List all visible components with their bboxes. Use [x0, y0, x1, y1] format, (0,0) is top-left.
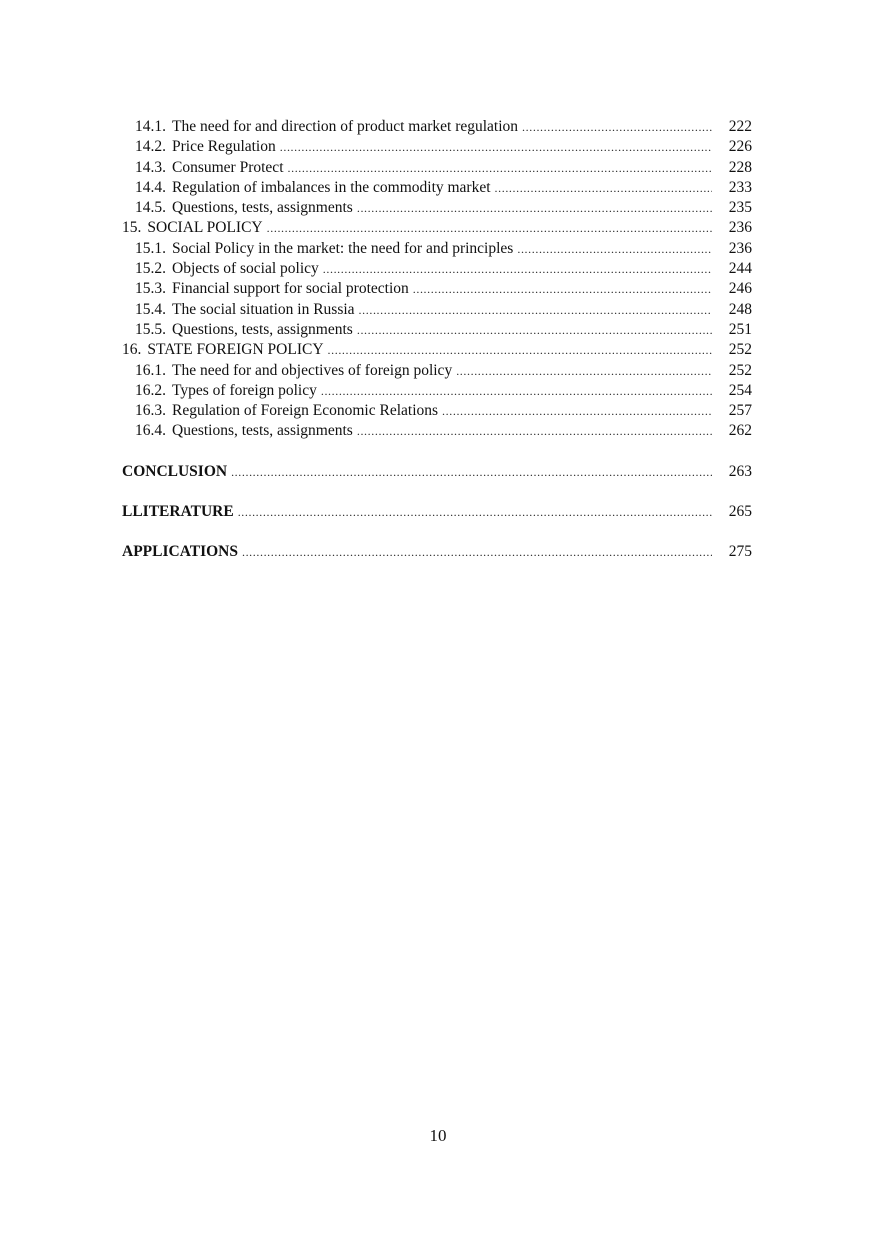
toc-entry-page: 265: [728, 503, 752, 521]
toc-entry-page: 236: [728, 239, 752, 257]
dot-leader: [357, 320, 712, 340]
toc-entry-page: 226: [728, 138, 752, 156]
toc-entry-page: 257: [728, 402, 752, 420]
toc-entry: [122, 320, 752, 340]
toc-entry-page: 233: [728, 178, 752, 196]
toc-entry-page: 222: [728, 118, 752, 135]
dot-leader: [357, 421, 712, 441]
toc-entry-page: 252: [728, 361, 752, 379]
toc-entry-title: Consumer Protect: [172, 158, 284, 176]
toc-entry-title: The social situation in Russia: [172, 300, 355, 318]
toc-chapter-entry: [122, 340, 752, 360]
toc-entry-page: 262: [728, 422, 752, 440]
toc-major-conclusion: [122, 462, 752, 482]
dot-leader: [359, 300, 712, 320]
dot-leader: [357, 198, 712, 218]
toc-entry: [122, 401, 752, 421]
toc-entry-number: 15.1.: [135, 239, 166, 257]
toc-entry-title: Social Policy in the market: the need for and principles: [172, 239, 514, 257]
toc-entry: [122, 158, 752, 178]
toc-entry-title: STATE FOREIGN POLICY: [147, 341, 324, 359]
toc-entry: [122, 381, 752, 401]
toc-entry: [122, 421, 752, 441]
toc-entry-number: 14.2.: [135, 138, 166, 156]
toc-entry-page: 248: [728, 300, 752, 318]
toc-entry-number: 14.1.: [135, 118, 166, 135]
toc-entry-number: 16.1.: [135, 361, 166, 379]
page-number: 10: [429, 1126, 447, 1145]
toc-major-literature: [122, 502, 752, 522]
toc-entry: [122, 259, 752, 279]
toc-entry: [122, 198, 752, 218]
toc-entry-number: 15.5.: [135, 320, 166, 338]
toc-entry-page: 235: [728, 199, 752, 217]
toc-entry-number: 15.: [122, 219, 142, 237]
dot-leader: [456, 361, 712, 381]
dot-leader: [328, 340, 712, 360]
toc-entry: [122, 279, 752, 299]
dot-leader: [323, 259, 712, 279]
dot-leader: [231, 462, 712, 482]
toc-entry-number: 15.4.: [135, 300, 166, 318]
toc-entry-page: 263: [728, 462, 752, 480]
dot-leader: [442, 401, 712, 421]
toc-entry-title: Price Regulation: [172, 138, 276, 156]
toc-entry-number: 14.4.: [135, 178, 166, 196]
toc-entry-number: 16.: [122, 341, 142, 359]
toc-entry-number: 16.4.: [135, 422, 166, 440]
toc-entry-page: 251: [728, 320, 752, 338]
toc-entry: [122, 239, 752, 259]
toc-entry-page: 244: [728, 260, 752, 278]
toc-entry-page: 246: [728, 280, 752, 298]
dot-leader: [242, 542, 712, 562]
toc-entry-title: Regulation of Foreign Economic Relations: [172, 402, 439, 420]
toc-entry-title: Questions, tests, assignments: [172, 199, 353, 217]
toc-entry-number: 15.3.: [135, 280, 166, 298]
toc-entry: [122, 137, 752, 157]
toc-entry: [122, 178, 752, 198]
toc-chapter-entry: [122, 218, 752, 238]
dot-leader: [495, 178, 712, 198]
toc-entry-number: 15.2.: [135, 260, 166, 278]
toc-entry-title: Questions, tests, assignments: [172, 320, 353, 338]
toc-entry-title: Questions, tests, assignments: [172, 422, 353, 440]
toc-entry-title: Objects of social policy: [172, 260, 319, 278]
toc-entry: [122, 117, 752, 137]
toc-entry-number: 14.5.: [135, 199, 166, 217]
toc-entry: [122, 300, 752, 320]
dot-leader: [288, 158, 713, 178]
toc-entry-title: LLITERATURE: [122, 503, 234, 521]
toc-entry-title: SOCIAL POLICY: [147, 219, 263, 237]
dot-leader: [413, 279, 712, 299]
dot-leader: [267, 218, 712, 238]
table-of-contents: [122, 117, 752, 563]
toc-major-applications: [122, 542, 752, 562]
toc-entry-title: Regulation of imbalances in the commodity market: [172, 178, 491, 196]
toc-entry-number: 16.3.: [135, 402, 166, 420]
toc-entry-page: 252: [728, 341, 752, 359]
toc-entry-title: The need for and direction of product market regulation: [172, 118, 519, 135]
toc-entry-number: 16.2.: [135, 381, 166, 399]
toc-entry-number: 14.3.: [135, 158, 166, 176]
toc-entry-title: CONCLUSION: [122, 462, 228, 480]
dot-leader: [522, 117, 712, 137]
toc-entry-page: 236: [728, 219, 752, 237]
toc-entry-title: The need for and objectives of foreign policy: [172, 361, 453, 379]
toc-entry-title: Types of foreign policy: [172, 381, 317, 399]
toc-entry-title: APPLICATIONS: [122, 543, 238, 561]
toc-entry-page: 275: [728, 543, 752, 561]
toc-entry-title: Financial support for social protection: [172, 280, 409, 298]
toc-entry: [122, 361, 752, 381]
toc-entry-page: 254: [728, 381, 752, 399]
dot-leader: [238, 502, 712, 522]
dot-leader: [321, 381, 712, 401]
dot-leader: [280, 137, 712, 157]
toc-entry-page: 228: [728, 158, 752, 176]
dot-leader: [517, 239, 712, 259]
